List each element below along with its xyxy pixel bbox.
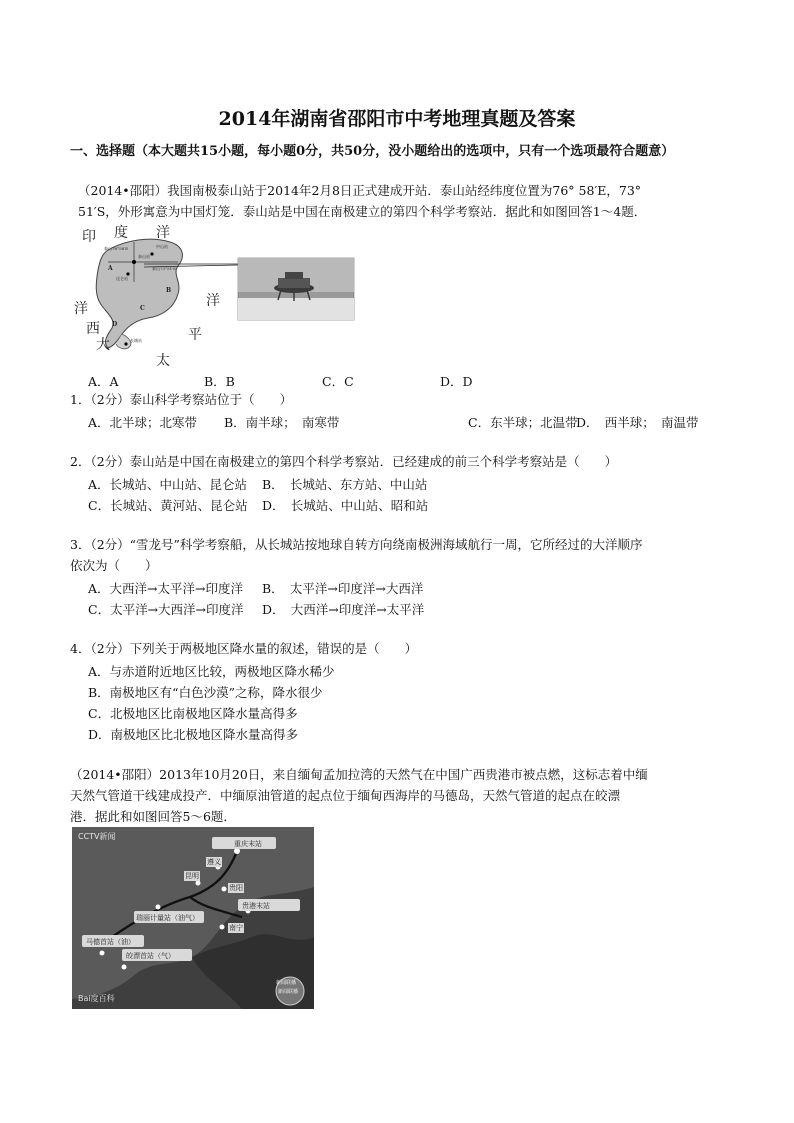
label-ping: 平: [188, 327, 202, 343]
q4-option-c: C．北极地区比南极地区降水量高得多: [88, 706, 298, 721]
q1-option-d: D． 西半球； 南温带: [576, 415, 699, 430]
news-badge-top: 新闻联播: [276, 980, 297, 986]
intro2-line3: 港．据此和如图回答5～6题．: [70, 809, 236, 824]
city-ruili: 瑞丽计量站（油气）: [136, 914, 199, 922]
city-kunming: 昆明: [185, 872, 199, 880]
point-b: B: [166, 287, 172, 294]
city-guigang: 贵港末站: [242, 902, 270, 910]
changcheng-point: [124, 342, 127, 345]
q2-option-c: C．长城站、黄河站、昆仑站: [88, 498, 248, 513]
q2-stem: 2．（2分）泰山站是中国在南极建立的第四个科学考察站．已经建成的前三个科学考察站是（ ）: [70, 454, 618, 469]
zhongshan-point: [150, 252, 153, 255]
taishan-point: [132, 260, 136, 264]
map-option-c: C．C: [322, 374, 354, 389]
q3-stem-line2: 依次为（ ）: [70, 558, 158, 573]
q4-option-d: D．南极地区比北极地区降水量高得多: [88, 727, 299, 742]
label-tai: 太: [156, 353, 170, 369]
label-yang-right: 洋: [206, 293, 220, 309]
city-guiyang: 贵阳: [229, 884, 243, 892]
q4-stem: 4．（2分）下列关于两极地区降水量的叙述，错误的是（ ）: [70, 641, 418, 656]
q1-option-b: B．南半球； 南寒带: [224, 415, 340, 430]
q3-option-a: A．大西洋→太平洋→印度洋: [88, 581, 243, 596]
city-made: 马德首站（油）: [86, 938, 135, 946]
point-d: D: [112, 321, 118, 328]
label-yin: 印: [82, 229, 96, 245]
q1-option-c: C．东半球；北温带: [468, 415, 578, 430]
station-label-kunlun: 昆仑站: [116, 276, 128, 281]
q3-option-b: B． 太平洋→印度洋→大西洋: [262, 581, 424, 596]
station-label-lat: 泰山73°51′S: [152, 266, 176, 271]
q4-option-b: B．南极地区有“白色沙漠”之称，降水很少: [88, 685, 323, 700]
map-option-a: A．A: [88, 374, 119, 389]
point-c: C: [140, 305, 145, 312]
q3-stem-line1: 3．（2分）“雪龙号”科学考察船，从长城站按地球自转方向绕南极洲海域航行一周，它所经过的大洋顺序: [70, 537, 643, 552]
cctv-logo: CCTV新闻: [78, 832, 116, 841]
label-yang-top: 洋: [156, 225, 170, 241]
city-nanning: 南宁: [229, 924, 243, 932]
baidu-watermark: Bai度百科: [78, 994, 115, 1003]
intro2-line2: 天然气管道干线建成投产．中缅原油管道的起点位于缅甸西海岸的马德岛，天然气管道的起点在皎漂: [70, 788, 621, 803]
intro1-line2: 51′S，外形寓意为中国灯笼．泰山站是中国在南极建立的第四个科学考察站．据此和如图回答1～4题．: [78, 204, 647, 219]
label-du: 度: [114, 225, 128, 241]
intro2-line1: （2014•邵阳）2013年10月20日，来自缅甸孟加拉湾的天然气在中国广西贵港市被点燃，这标志着中缅: [70, 767, 648, 782]
q1-stem: 1．（2分）泰山科学考察站位于（ ）: [70, 392, 293, 407]
q1-option-a: A．北半球；北寒带: [88, 415, 198, 430]
q2-option-a: A．长城站、中山站、昆仑站: [88, 477, 248, 492]
q2-option-b: B． 长城站、东方站、中山站: [262, 477, 428, 492]
q3-option-c: C．太平洋→大西洋→印度洋: [88, 602, 244, 617]
city-chongqing: 重庆末站: [234, 840, 262, 848]
station-label-lon: 泰山76°58′E: [104, 246, 129, 251]
map-option-b: B．B: [204, 374, 235, 389]
page-title: 2014年湖南省邵阳市中考地理真题及答案: [218, 108, 576, 130]
station-label-changcheng: 长城站: [130, 338, 142, 343]
pipeline-map-figure: [72, 827, 314, 1009]
station-label-zhongshan: 中山站: [156, 244, 168, 249]
intro1-line1: （2014•邵阳）我国南极泰山站于2014年2月8日正式建成开站．泰山站经纬度位置为76° 58′E，73°: [78, 183, 642, 198]
map-option-d: D．D: [440, 374, 473, 389]
label-yang-left: 洋: [74, 301, 88, 317]
q4-option-a: A．与赤道附近地区比较，两极地区降水稀少: [88, 664, 335, 679]
news-badge: 新闻联播: [278, 989, 299, 995]
section-heading: 一、选择题（本大题共15小题，每小题0分，共50分，没小题给出的选项中，只有一个选项最符合题意）: [70, 144, 675, 159]
label-da: 大: [96, 337, 110, 353]
station-label-taishan: 泰山站: [138, 254, 150, 259]
label-xi: 西: [86, 321, 100, 337]
antarctica-map-figure: [74, 222, 358, 369]
q3-option-d: D． 大西洋→印度洋→太平洋: [262, 602, 425, 617]
point-a: A: [108, 265, 113, 272]
city-zunyi: 遵义: [207, 858, 221, 866]
q2-option-d: D． 长城站、中山站、昭和站: [262, 498, 429, 513]
taishan-station-photo: [238, 258, 354, 320]
city-jiaopiao: 皎漂首站（气）: [126, 952, 175, 960]
